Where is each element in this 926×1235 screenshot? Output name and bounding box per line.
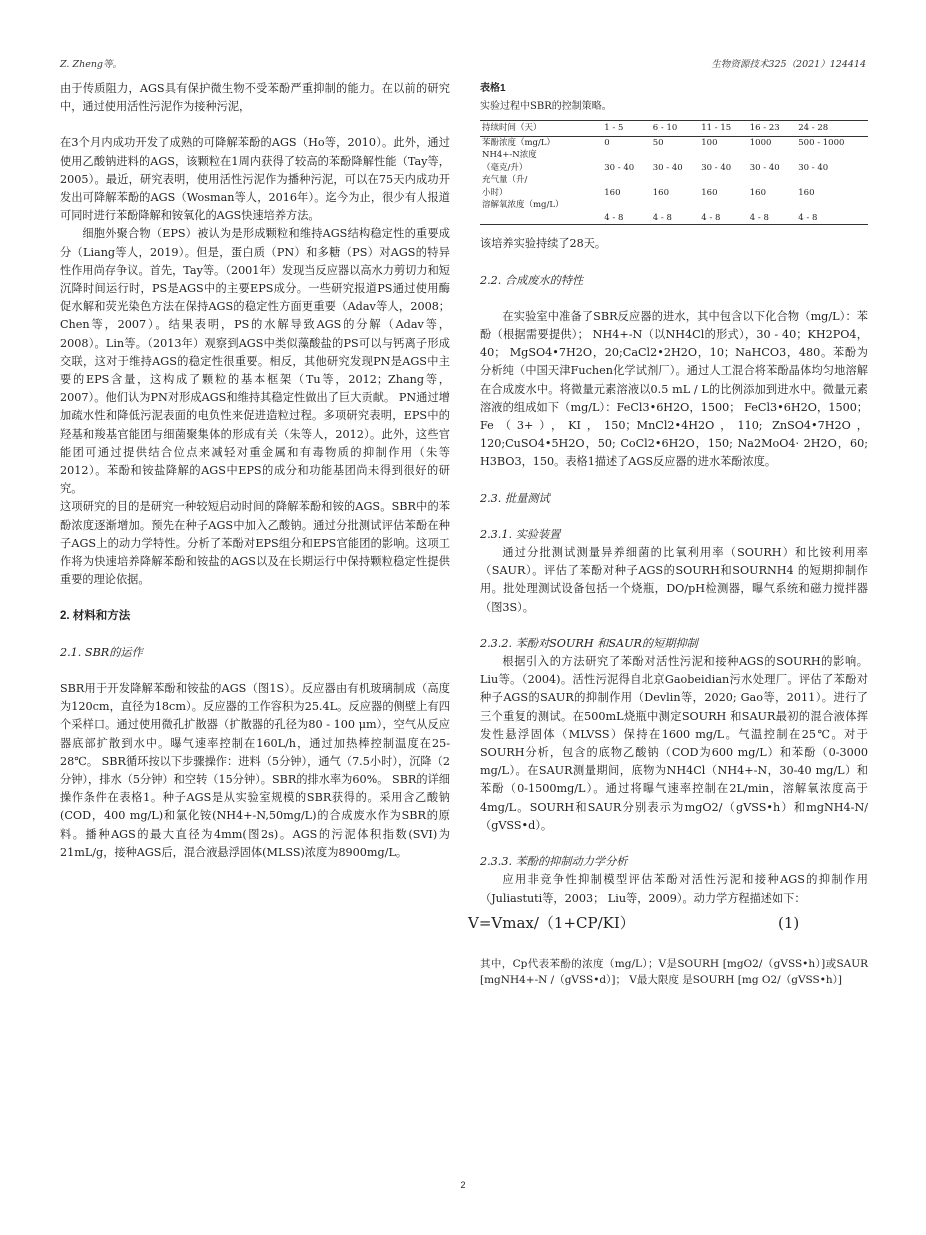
table-header-cell: 24 - 28 [796, 121, 868, 137]
setup-paragraph: 通过分批测试测量异养细菌的比氧利用率（SOURH）和比铵利用率（SAUR）。评估了苯酚对种子AGS的SOURH和SOURNH4 的短期抑制作用。批处理测试设备包括一个烧瓶，DO/pH检测器，曝气系统和磁力搅拌器（图3S）。 [480, 546, 868, 614]
subsubsection-heading-kinetics: 2.3.3. 苯酚的抑制动力学分析 [480, 855, 628, 869]
table-title: 表格1 [480, 83, 506, 94]
subsubsection-heading-setup: 2.3.1. 实验装置 [480, 527, 561, 541]
table-row [480, 136, 868, 149]
table-cell: 4 - 8 [796, 212, 868, 225]
table-caption: 实验过程中SBR的控制策略。 [480, 101, 612, 113]
subsubsection-heading-inhibition: 2.3.2. 苯酚对SOURH 和SAUR的短期抑制 [480, 636, 698, 650]
equation-number: (1) [778, 913, 800, 932]
table-row [480, 162, 868, 175]
kinetics-equation [468, 912, 868, 934]
table-cell: 160 [604, 187, 621, 198]
table-cell: 500 - 1000 [798, 137, 845, 148]
table-note: 该培养实验持续了28天。 [480, 237, 607, 251]
table-cell: 4 - 8 [651, 212, 700, 225]
table-cell: 100 [701, 137, 718, 148]
table-cell: 160 [701, 187, 718, 198]
intro-paragraph-1: 由于传质阻力，AGS具有保护微生物不受苯酚严重抑制的能力。在以前的研究中，通过使用活性污泥作为接种污泥， [60, 82, 450, 114]
table-row [480, 149, 868, 162]
table-cell: 苯酚浓度（mg/L） [482, 137, 556, 148]
table-header-row [480, 121, 868, 137]
subsection-heading-batch: 2.3. 批量测试 [480, 491, 550, 505]
table-cell: 30 - 40 [652, 162, 683, 173]
table-cell: 溶解氧浓度（mg/L） [482, 200, 564, 211]
sbr-paragraph: SBR用于开发降解苯酚和铵盐的AGS（图1S）。反应器由有机玻璃制成（高度为120cm，直径为18cm）。反应器的工作容积为25.4L。反应器的侧壁上有四个采样口。通过使用微孔扩散器（扩散器的孔径为80 - 100 μm），空气从反应器底部扩散到水中。曝气速率控制在160L/h，通过加热棒控制温度在25-28℃。 SBR循环按以下步骤操作：进料（5分钟），通气（7.5小时），沉降（2分钟），排水（5分钟）和空转（15分钟）。SBR的排水率为60%。 SBR的详细操作条件在表格1。种子AGS是从实验室规模的SBR获得的。采用含乙酸钠(COD，400 mg/L)和氯化铵(NH4+-N,50mg/L)的合成废水作为SBR的原料。播种AGS的最大直径为4mm(图2s)。AGS的污泥体积指数(SVI)为21mL/g，接种AGS后，混合液悬浮固体(MLSS)浓度为8900mg/L。 [60, 681, 450, 859]
table-row [480, 199, 868, 212]
table-cell: 4 - 8 [748, 212, 797, 225]
table-cell: 4 - 8 [699, 212, 748, 225]
right-column [468, 80, 868, 988]
table-cell: （毫克/升） [482, 162, 528, 173]
running-header-authors: Z. Zheng等。 [60, 59, 123, 70]
intro-paragraph-eps: 细胞外聚合物（EPS）被认为是形成颗粒和维持AGS结构稳定性的重要成分（Liang等人，2019）。但是，蛋白质（PN）和多糖（PS）对AGS的特异性作用尚存争议。首先，Tay等。（2001年）发现当反应器以高水力剪切力和短沉降时间运行时，PS是AGS中的主要EPS成分。一些研究报道PS通过使用酶促水解和荧光染色方法在保持AGS的稳定性方面更重要（Adav等人，2008； Chen等，2007）。结果表明，PS的水解导致AGS的分解（Adav等， 2008）。Lin等。（2013年）观察到AGS中类似藻酸盐的PS可以与钙离子形成交联，这对于维持AGS的稳定性很重要。相反，其他研究发现PN是AGS中主要的EPS含量，这构成了颗粒的基本框架（Tu等，2012；Zhang等，2007）。他们认为PN对形成AGS和维持其稳定性做出了巨大贡献。 PN通过增加疏水性和降低污泥表面的电负性来促进造粒过程。多项研究表明，EPS中的羟基和羧基官能团与细菌聚集体的形成有关（朱等人，2012）。此外，这些官能团可通过提供结合位点来减轻对重金属和有毒物质的抑制作用（朱等 2012）。苯酚和铵盐降解的AGS中EPS的成分和功能基团尚未得到很好的研究。 [60, 227, 450, 496]
table-header-cell: 持续时间（天） [480, 121, 602, 137]
table-cell: 30 - 40 [749, 162, 780, 173]
control-strategy-table [480, 120, 868, 225]
subsection-heading-wastewater: 2.2. 合成废水的特性 [480, 273, 584, 287]
table-header-cell: 1 - 5 [602, 121, 651, 137]
page-number: 2 [460, 1180, 466, 1190]
kinetics-paragraph: 应用非竞争性抑制模型评估苯酚对活性污泥和接种AGS的抑制作用（Juliastuti等，2003； Liu等，2009）。动力学方程描述如下： [480, 873, 868, 905]
table-cell: 160 [749, 187, 766, 198]
intro-paragraph-aim: 这项研究的目的是研究一种较短启动时间的降解苯酚和铵的AGS。SBR中的苯酚浓度逐渐增加。预先在种子AGS中加入乙酸钠。通过分批测试评估苯酚在种子AGS上的动力学特性。分析了苯酚对EPS组分和EPS官能团的影响。这项工作将为快速培养降解苯酚和铵盐的AGS以及在长期运行中保持颗粒稳定性提供重要的理论依据。 [60, 500, 450, 587]
wastewater-paragraph: 在实验室中准备了SBR反应器的进水，其中包含以下化合物（mg/L）：苯酚（根据需要提供）； NH4+-N（以NH4Cl的形式），30 - 40；KH2PO4，40； MgSO4•7H2O，20;CaCl2•2H2O，10；NaHCO3，480。苯酚为分析纯（中国天津Fuchen化学试剂厂）。通过人工混合将苯酚晶体均匀地溶解在合成废水中。将微量元素溶液以0.5 mL / L的比例添加到进水中。微量元素溶液的组成如下（mg/L）：FeCl3•6H2O，1500； FeCl3•6H2O，1500；Fe（3+），KI，150；MnCl2•4H2O，110; ZnSO4•7H2O，120;CuSO4•5H2O，50; CoCl2•6H2O，150; Na2MoO4· 2H2O，60; H3BO3，150。表格1描述了AGS反应器的进水苯酚浓度。 [480, 309, 868, 469]
equation-definitions: 其中，Cp代表苯酚的浓度（mg/L）；V是SOURH [mgO2/（gVSS•h）]或SAUR [mgNH4+-N /（gVSS•d）]； V最大限度 是SOURH [mg O2/（gVSS•h）] [480, 957, 868, 986]
table-cell: 4 - 8 [602, 212, 651, 225]
table-cell: 小时） [482, 187, 508, 198]
table-cell: 50 [652, 137, 664, 148]
equation-body: V=Vmax/（1+CP/KI） [468, 913, 635, 932]
inhibition-paragraph: 根据引入的方法研究了苯酚对活性污泥和接种AGS的SOURH的影响。Liu等。（2004)。活性污泥得自北京Gaobeidian污水处理厂。评估了苯酚对种子AGS的SAUR的抑制作用（Devlin等，2020; Gao等，2011）。进行了三个重复的测试。在500mL烧瓶中测定SOURH 和SAUR最初的混合液体挥发性悬浮固体（MLVSS）保持在1600 mg/L。气温控制在25℃。对于SOURH分析，包含的底物乙酸钠（COD为600 mg/L）和苯酚（0-3000 mg/L）。在SAUR测量期间，底物为NH4Cl（NH4+-N，30-40 mg/L）和苯酚（0-1500mg/L）。通过将曝气速率控制在2L/min，溶解氧浓度高于4mg/L。SOURH和SAUR分别表示为mgO2/（gVSS•h）和mgNH4-N/（gVSS•d）。 [480, 655, 868, 832]
table-cell: 160 [652, 187, 669, 198]
table-cell: 30 - 40 [701, 162, 732, 173]
running-header-journal: 生物资源技术325（2021）124414 [711, 59, 866, 70]
table-cell [480, 212, 602, 225]
table-row [480, 187, 868, 200]
table-cell: NH4+-N浓度 [482, 150, 537, 161]
table-cell: 1000 [749, 137, 772, 148]
table-header-cell: 11 - 15 [699, 121, 748, 137]
table-header-cell: 6 - 10 [651, 121, 700, 137]
intro-paragraph-2: 在3个月内成功开发了成熟的可降解苯酚的AGS（Ho等，2010）。此外，通过使用乙酸钠进料的AGS，该颗粒在1周内获得了较高的苯酚降解性能（Tay等，2005）。最近，研究表明，使用活性污泥作为播种污泥，可以在75天内成功开发出可降解苯酚的AGS（Wosman等人，2016年）。迄今为止，很少有人报道可同时进行苯酚降解和铵氧化的AGS快速培养方法。 [60, 136, 450, 223]
subsection-heading-sbr: 2.1. SBR的运作 [60, 645, 143, 659]
table-cell: 0 [604, 137, 610, 148]
table-row [480, 212, 868, 225]
left-column [60, 80, 450, 862]
table-cell: 充气量（升/ [482, 175, 528, 186]
table-row [480, 174, 868, 187]
table-header-cell: 16 - 23 [748, 121, 797, 137]
table-cell: 30 - 40 [604, 162, 635, 173]
section-heading-methods: 2. 材料和方法 [60, 610, 131, 623]
table-cell: 30 - 40 [798, 162, 829, 173]
table-cell: 160 [798, 187, 815, 198]
